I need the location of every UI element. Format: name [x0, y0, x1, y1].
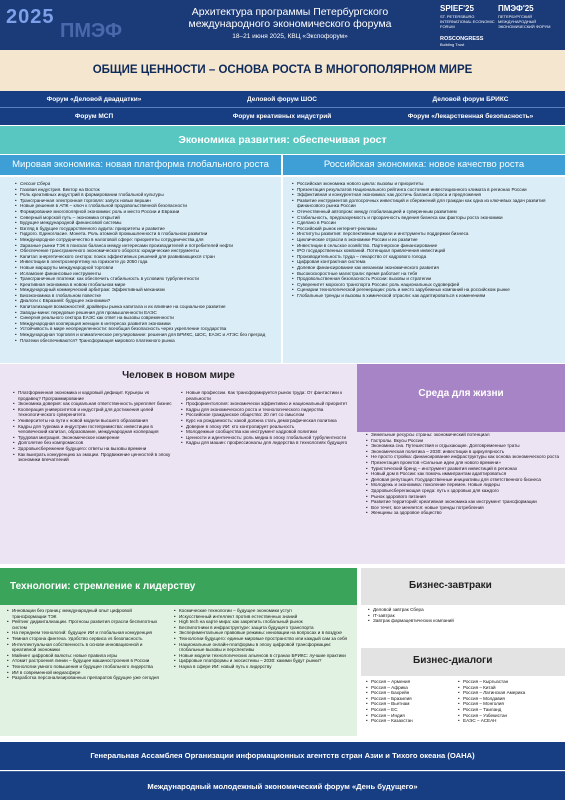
roscongress-label: ROSCONGRESS — [440, 36, 484, 42]
session-item: • Как выиграть конкуренцию за эмоции. Продвижение ценностей в эпоху экономики впечатлений — [12, 452, 172, 463]
dialogue-item: • Россия – ЕС — [365, 707, 455, 713]
youth-forum[interactable]: Международный молодежный экономический форум «День будущего» — [0, 771, 565, 800]
russian-economy-items — [291, 181, 561, 298]
session-item: • Рейтинг диджитализации. Прогнозы развития отрасли беспилотных систем — [6, 619, 166, 630]
dialogue-item: • Россия – Таиланд — [457, 707, 563, 713]
session-item: • Презентация результатов Национального рейтинга состояния инвестиционного климата в регионах России — [291, 187, 561, 193]
session-item: • Гидрого. Единогласие. Монета. Роль атомной промышленности в глобальном развитии — [14, 231, 277, 237]
session-item: • Интеллектуальная собственность в основе инновационной и креативной экономики — [6, 642, 166, 653]
session-item: • Высокоскоростные магистрали: время работает на тебя — [291, 271, 561, 277]
dialogue-item: • Россия – Молдавия — [457, 696, 563, 702]
session-item: • Новые решения в АПК – ключ к глобальной продовольственной безопасности — [14, 203, 277, 209]
session-item: • Капитализация возможностей: драйверы рынка капитала и их влияние на социальное развитие — [14, 304, 277, 310]
session-item: • Наука в сфере ИИ: новый путь к лидерству — [173, 664, 351, 670]
life-items — [365, 432, 561, 516]
session-item: • Развитие инструментов долгосрочных инвестиций и сбережений для граждан как одна из ключевых задач развития финансового рынка России — [291, 198, 561, 209]
session-item: • Новые модели технологических альянсов в странах БРИКС: лучшие практики — [173, 653, 351, 659]
dialogue-item: • Россия – Монголия — [457, 701, 563, 707]
dialogue-item: • Россия – Узбекистан — [457, 713, 563, 719]
session-item: • High tech на карте мира: как закрепить глобальный рынок — [173, 619, 351, 625]
session-item: • Исламские финансовые инструменты — [14, 271, 277, 277]
session-item: • Земельные ресурсы страны: экономический потенциал — [365, 432, 561, 438]
session-item: • Глобальные тренды и вызовы в химической отрасли: как адаптироваться к изменениям — [291, 293, 561, 299]
roscongress-logo — [440, 36, 483, 48]
session-item: • Заразные рынки ТЭК в поисках баланса между интересами производителей и потребителей нефти — [14, 243, 277, 249]
session-item: • Доверие в эпоху ИИ: кто контролирует реальность — [180, 424, 350, 430]
dialogues-heading-bar — [361, 648, 565, 676]
session-item: • Атомит растроения линии – будущее машиностроения в России — [6, 658, 166, 664]
tech-list-col2 — [173, 608, 351, 670]
session-item: • Разработка персонализированных препаратов будущее уже сегодня — [6, 675, 166, 681]
session-item: • Туристический бренд – инструмент развития инвестиций в регионах — [365, 466, 561, 472]
breakfast-item: • Завтрак фармацевтических компаний — [367, 618, 561, 624]
session-item: • Сессия Сбера — [14, 181, 277, 187]
session-item: • Сделано в России — [291, 220, 561, 226]
session-item: • Платформенная экономика и кадровый дефицит. Курьеры vs продавец? Программирование — [12, 390, 172, 401]
session-item: • Все течет, все меняется: новые тренды потребления — [365, 505, 561, 511]
dialogue-item: • Россия – Бразилия — [365, 696, 455, 702]
session-item: • Заводы-мини: передовые решения для промышленности ЕАЭС — [14, 310, 277, 316]
session-item: • Сценарии технологической регенерации: роль и место зарубежных компаний на российском рынке — [291, 287, 561, 293]
session-item: • Искусственный интеллект против естественных знаний — [173, 614, 351, 620]
tech-heading: Технологии: стремление к лидерству — [10, 581, 196, 592]
session-item: • ИИ в современной медиасфере — [6, 670, 166, 676]
forum-sme[interactable]: Форум МСП — [74, 113, 114, 120]
session-item: • Темная сторона финтеха. Удобство сервиса vs безопасность — [6, 636, 166, 642]
session-item: • Женщины за здоровое общество — [365, 510, 561, 516]
session-item: • Кадры для туризма и индустрии гостеприимства: инвестиции в человеческий капитал, образование, международная кооперация — [12, 424, 172, 435]
dialogue-item: • Россия – Вьетнам — [365, 701, 455, 707]
session-item: • Майнинг цифровой валюты: новые правила игры — [6, 653, 166, 659]
session-item: • Международная торговля и климатическое регулирование: решения для БРИКС, ШОС, ЕАЭС и АТЭС без преград — [14, 332, 277, 338]
session-item: • Национальные онлайн-платформы в эпоху цифровой трансформации: глобальные вызовы и перспективы — [173, 642, 351, 653]
session-item: • Креативная экономика в новом глобальном мире — [14, 282, 277, 288]
session-item: • Производительность труда – лекарство от кадрового голода — [291, 254, 561, 260]
session-item: • Циклические отрасли в экономике России и их развитие — [291, 237, 561, 243]
forums-divider — [0, 107, 565, 108]
session-item: • Экспериментальные правовые режимы: инновации на вопросах и в воздухе — [173, 630, 351, 636]
russian-economy-list — [283, 177, 565, 363]
dialogue-item: • Россия – Казахстан — [365, 718, 455, 724]
session-item: • Рынок здорового питания — [365, 494, 561, 500]
session-item: • Не просто стройка: финансирование инфраструктуры как основа экономического роста — [365, 454, 561, 460]
session-item: • Новые профессии. Как трансформируется рынок труда: От фантастики к реальности — [180, 390, 350, 401]
breakfasts-heading-bar — [361, 568, 565, 605]
session-item: • На переднем технологий: будущее ИИ и глобальная конкуренция — [6, 630, 166, 636]
session-item: • Российская экономика нового цикла: вызовы и приоритеты — [291, 181, 561, 187]
economy-heading: Экономика развития: обеспечивая рост — [0, 126, 565, 154]
forum-creative[interactable]: Форум креативных индустрий — [232, 113, 332, 120]
life-heading: Среда для жизни — [418, 388, 504, 399]
session-item: • Взгляд в будущее государственного аудита: приоритеты и развитие — [14, 226, 277, 232]
main-title: ОБЩИЕ ЦЕННОСТИ – ОСНОВА РОСТА В МНОГОПОЛЯРНОМ МИРЕ — [0, 50, 565, 91]
dialogues-list — [361, 676, 565, 736]
forum-b20[interactable]: Форум «Деловой двадцатки» — [46, 96, 142, 103]
session-item: • Космические технологии – будущее экономики уступ — [173, 608, 351, 614]
spief-subtitle: ST. PETERSBURG INTERNATIONAL ECONOMIC FORUM — [440, 14, 495, 29]
dialogue-item: • ЕАЭС – АСЕАН — [457, 718, 563, 724]
session-item: • Кадры для машин: профессионалы для лидерства в технологиях будущего — [180, 440, 350, 446]
session-item: • Эффективная и конкурентная экономика: как достичь баланса спроса и предложения — [291, 192, 561, 198]
dialogue-item: • Россия – Африка — [365, 685, 455, 691]
forums-block — [0, 91, 565, 125]
session-item: • Здоровьесберегающая среда: путь к здоровью для каждого — [365, 488, 561, 494]
session-item: • Институты развития: перспективные модели и инструменты поддержки бизнеса — [291, 231, 561, 237]
oana-assembly[interactable]: Генеральная Ассамблея Организации информационных агентств стран Азии и Тихого океана (ОАНА) — [0, 742, 565, 770]
session-item: • Кооперация университетов и индустрий для достижения целей технологического суверенитета — [12, 407, 172, 418]
session-item: • Экономика сна. Путешествия и отдыхающие. Долговременные траты — [365, 443, 561, 449]
forum-logo-text: ПМЭФ — [60, 20, 123, 42]
session-item: • Развитие территорий: креативная экономика как инструмент трансформации — [365, 499, 561, 505]
session-item: • Молодежь и экономика: поколение перемен. Новые лидеры — [365, 482, 561, 488]
session-item: • Северный морской путь – экономика открытий — [14, 215, 277, 221]
breakfast-items — [367, 607, 561, 624]
session-item: • Трансграничная электронная торговля: запуск новых вершин — [14, 198, 277, 204]
session-item: • Стабильность, предсказуемость и прозрачность ведения бизнеса как факторы роста экономики — [291, 215, 561, 221]
session-item: • Инвестиции в электроэнергетику на горизонте до 2050 года — [14, 259, 277, 265]
tech-list — [0, 605, 357, 736]
session-item: • Кадры для экономического роста и технологического лидерства — [180, 407, 350, 413]
session-item: • Профориентология: экономически эффективно и национальный приоритет — [180, 401, 350, 407]
session-item: • Цифровая контрактная система — [291, 259, 561, 265]
session-item: • Ценности и идентичность: роль медиа в эпоху глобальной турбулентности — [180, 435, 350, 441]
session-item: • Синергия реального сектора ЕАЭС как ответ на вызовы современности — [14, 315, 277, 321]
session-item: • Формирование многополярной экономики: роль и место России и Евразии — [14, 209, 277, 215]
world-economy-items — [14, 181, 277, 343]
session-item: • Будущее международной финансовой системы — [14, 220, 277, 226]
session-item: • Гастролы. Вкусы России — [365, 438, 561, 444]
dialogues-col1 — [365, 679, 455, 724]
session-item: • Презентация проектов «Сильные идеи для нового времени» — [365, 460, 561, 466]
dialogue-item: • Россия – Кыргызстан — [457, 679, 563, 685]
session-item: • Молодежные сообщества как инструмент кадровой политики — [180, 429, 350, 435]
header-title — [165, 6, 415, 43]
session-item: • Новый дом в России: как помочь иммигрантам адаптироваться — [365, 471, 561, 477]
session-item: • Новые маршруты международной торговли — [14, 265, 277, 271]
session-item: • Биоэкономика в глобальном повестке — [14, 293, 277, 299]
header-date: 18–21 июня 2025, КВЦ «Экспофорум» — [232, 33, 348, 40]
tech-list-col1 — [6, 608, 166, 681]
session-item: • Экономическая политика – 2030: инвестиции в циркулярность — [365, 449, 561, 455]
session-item: • Международное сотрудничество в налоговой сфере: приоритеты сотрудничества для — [14, 237, 277, 243]
russian-economy-heading: Российская экономика: новое качество роста — [283, 155, 565, 175]
dialogue-item: • Россия – Армения — [365, 679, 455, 685]
forum-brics[interactable]: Деловой форум БРИКС — [432, 96, 509, 103]
tech-heading-bar — [0, 568, 357, 605]
session-item: • Обеспечение трансграничного экономического оборота: юридические инструменты — [14, 248, 277, 254]
roscongress-tagline: Building Trust — [440, 42, 465, 47]
life-list — [357, 432, 565, 564]
forum-logo-year: 2025 — [6, 6, 55, 28]
session-item: • IPO государственных компаний. Потенциал привлечения инвестиций — [291, 248, 561, 254]
pmef-subtitle: ПЕТЕРБУРГСКИЙ МЕЖДУНАРОДНЫЙ ЭКОНОМИЧЕСКИЙ ФОРУМ — [498, 14, 551, 29]
session-item: • Университеты на пути к новой модели высшего образования — [12, 418, 172, 424]
breakfast-item: • Деловой завтрак Сбера — [367, 607, 561, 613]
spief-label: SPIEF'25 — [440, 4, 474, 13]
breakfasts-heading: Бизнес-завтраки — [409, 580, 492, 591]
session-item: • Капитал энергетического сектора: поиск эффективных решений для развивающихся стран — [14, 254, 277, 260]
world-economy-heading: Мировая экономика: новая платформа глобального роста — [0, 155, 281, 175]
dialogue-item: • Россия – Латинская Америка — [457, 690, 563, 696]
session-item: • Отечественный автопром: между глобализацией и суверенным развитием — [291, 209, 561, 215]
session-item: • Деловая репутация. Государственные инициативы для ответственного бизнеса — [365, 477, 561, 483]
breakfast-item: • IT-завтрак — [367, 613, 561, 619]
session-item: • Технологии умного повышения и будущее глобального лидерства — [6, 664, 166, 670]
session-item: • Трудовая миграция. Экономическое измерение — [12, 435, 172, 441]
dialogue-item: • Россия – Индия — [365, 713, 455, 719]
session-item: • Технологии будущего: единые мировые пространство или каждый сам за себя — [173, 636, 351, 642]
session-item: • Беспилотники в инфраструктуре: защита будущего транспорта — [173, 625, 351, 631]
forum-drug-safety[interactable]: Форум «Лекарственная безопасность» — [407, 113, 534, 120]
dialogue-item: • Россия – Бахрейн — [365, 690, 455, 696]
session-item: • Трансграничные платежи: как обеспечить стабильность в условиях турбулентности — [14, 276, 277, 282]
dialogue-item: • Россия – Китай — [457, 685, 563, 691]
header-title-text: Архитектура программы Петербургского международного экономического форума — [188, 6, 392, 30]
world-economy-list — [0, 177, 281, 363]
session-item: • Роль креативных индустрий в формировании глобальной культуры — [14, 192, 277, 198]
session-item: • Инновации без границ: международный опыт цифровой трансформации ТЭК — [6, 608, 166, 619]
session-item: • Российский рынок интернет-рекламы — [291, 226, 561, 232]
session-item: • Суверенитет морского транспорта России: роль национальных судоверфей — [291, 282, 561, 288]
session-item: • Платежи обеспечиваются? Трансформация мирового платежного рынка — [14, 338, 277, 344]
dialogues-col2 — [457, 679, 563, 724]
life-heading-bar — [357, 364, 565, 432]
session-item: • Российское гражданское общество: 20 лет со смыслом — [180, 412, 350, 418]
session-item: • Инвестиции в сельское хозяйство. Партнерское финансирование — [291, 243, 561, 249]
session-item: • Экономика доверия: как социальная ответственность укрепляет бизнес — [12, 401, 172, 407]
session-item: • Здоровьесбережение будущего: ответы на вызовы времени — [12, 446, 172, 452]
session-item: • Международная кооперация женщин в интересах развития экономики — [14, 321, 277, 327]
session-item: • Диалоги с Евразией: будущее экономики? — [14, 298, 277, 304]
session-item: • Газовая индустрия. Вектор на Восток — [14, 187, 277, 193]
session-item: • Продовольственная безопасность России: вызовы и стратегии — [291, 276, 561, 282]
session-item: • Долевое финансирование как механизм экономического развития — [291, 265, 561, 271]
session-item: • Долголетие без компромиссов — [12, 440, 172, 446]
session-item: • Международный коммерческий арбитраж: Эффективный механизм — [14, 287, 277, 293]
human-heading: Человек в новом мире — [122, 370, 235, 381]
human-list — [0, 386, 357, 564]
session-item: • Цифровые платформы и экосистемы – 2030: какими будут рынки? — [173, 658, 351, 664]
human-heading-bar — [0, 364, 357, 386]
human-list-col1 — [12, 390, 172, 463]
breakfasts-list — [361, 605, 565, 645]
dialogues-heading: Бизнес-диалоги — [413, 655, 493, 666]
pmef-label: ПМЭФ'25 — [498, 4, 534, 13]
session-item: • Устойчивость в мире неопределенности: всеобщая безопасность через укрепление государства — [14, 326, 277, 332]
human-list-col2 — [180, 390, 350, 446]
session-item: • Курс на рождаемость: какой должна стать демографическая политика — [180, 418, 350, 424]
forum-sco[interactable]: Деловой форум ШОС — [247, 96, 317, 103]
header-banner — [0, 0, 565, 50]
